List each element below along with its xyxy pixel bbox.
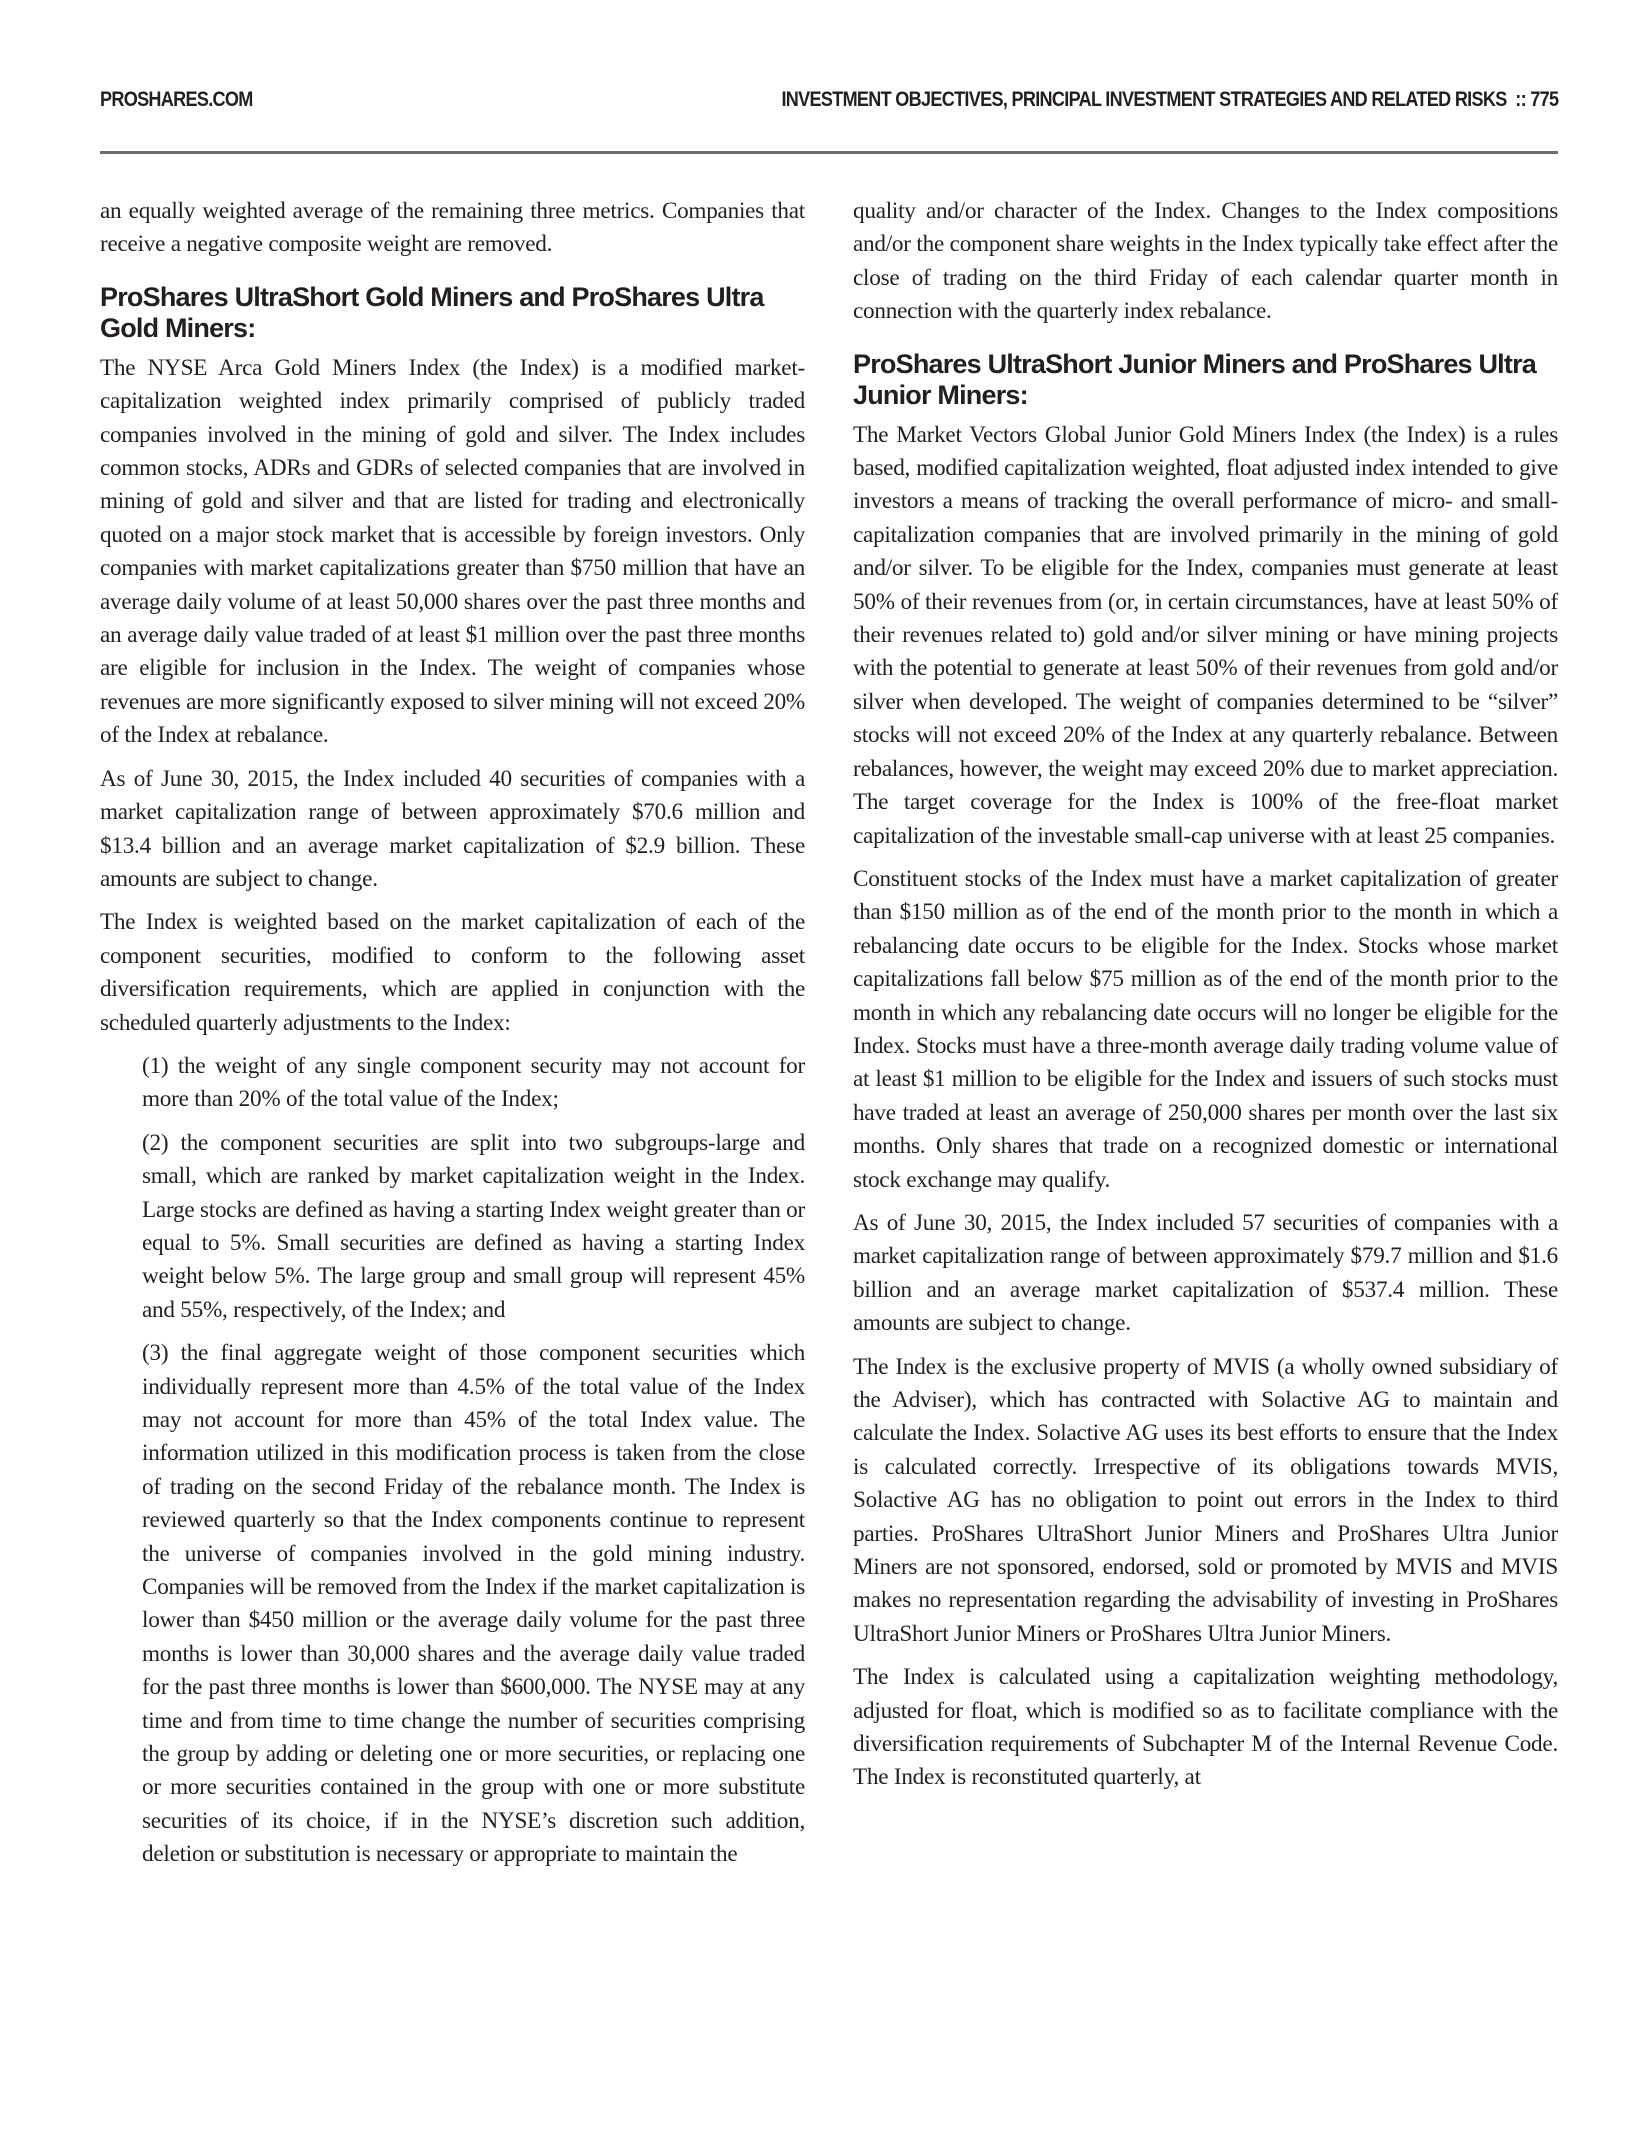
paragraph: As of June 30, 2015, the Index included 57 securities of companies with a market capitalization range of between approximately $79.7 million and $1.6 billion and an average market capitalization of $537.4 million. These amounts are subject to change. xyxy=(853,1209,1558,1337)
left-column xyxy=(100,195,805,1882)
paragraph: The Index is weighted based on the market capitalization of each of the component securities, modified to conform to the following asset diversification requirements, which are applied in conjunction with the scheduled quarterly adjustments to the Index: xyxy=(100,909,805,1036)
separator: :: xyxy=(1514,88,1526,111)
paragraph: The Index is calculated using a capitalization weighting methodology, adjusted for float, which is modified so as to facilitate compliance with the diversification requirements of Subchapter M of the Internal Revenue Code. The Index is reconstituted quarterly, at xyxy=(853,1664,1558,1791)
running-header xyxy=(781,88,1558,112)
paragraph: quality and/or character of the Index. Changes to the Index compositions and/or the component share weights in the Index typically take effect after the close of trading on the third Friday of each calendar quarter month in connection with the quarterly index rebalance. xyxy=(853,198,1558,325)
right-column xyxy=(853,195,1558,1805)
list-item: (1) the weight of any single component security may not account for more than 20% of the total value of the Index; xyxy=(142,1052,805,1113)
paragraph: Constituent stocks of the Index must have a market capitalization of greater than $150 million as of the end of the month prior to the month in which a rebalancing date occurs to be eligible for the Index. Stocks whose market capitalizations fall below $75 million as of the end of the month prior to the month in which any rebalancing date occurs will no longer be eligible for the Index. Stocks must have a three-month average daily trading volume value of at least $1 million to be eligible for the Index and issuers of such stocks must have traded at least an average of 250,000 shares per month over the last six months. Only shares that trade on a recognized domestic or international stock exchange may qualify. xyxy=(853,865,1558,1193)
page-number: 775 xyxy=(1529,88,1558,111)
paragraph: As of June 30, 2015, the Index included 40 securities of companies with a market capitalization range of between approximately $70.6 million and $13.4 billion and an average market capitalization of $2.9 billion. These amounts are subject to change. xyxy=(100,765,805,892)
section-heading: ProShares UltraShort Gold Miners and ProShares Ultra Gold Miners: xyxy=(100,281,764,343)
header-rule xyxy=(100,151,1558,154)
paragraph: The Index is the exclusive property of MVIS (a wholly owned subsidiary of the Adviser), which has contracted with Solactive AG to maintain and calculate the Index. Solactive AG uses its best efforts to ensure that the Index is calculated correctly. Irrespective of its obligations towards MVIS, Solactive AG has no obligation to point out errors in the Index to third parties. ProShares UltraShort Junior Miners and ProShares Ultra Junior Miners are not sponsored, endorsed, sold or promoted by MVIS and MVIS makes no representation regarding the advisability of investing in ProShares UltraShort Junior Miners or ProShares Ultra Junior Miners. xyxy=(853,1353,1558,1647)
site-name: PROSHARES.COM xyxy=(100,88,253,111)
list-item: (2) the component securities are split into two subgroups-large and small, which are ranked by market capitalization weight in the Index. Large stocks are defined as having a starting Index weight greater than or equal to 5%. Small securities are defined as having a starting Index weight below 5%. The large group and small group will represent 45% and 55%, respectively, of the Index; and xyxy=(142,1129,805,1323)
paragraph: The Market Vectors Global Junior Gold Miners Index (the Index) is a rules based, modified capitalization weighted, float adjusted index intended to give investors a means of tracking the overall performance of micro- and small-capitalization companies that are involved primarily in the mining of gold and/or silver. To be eligible for the Index, companies must generate at least 50% of their revenues from (or, in certain circumstances, have at least 50% of their revenues related to) gold and/or silver mining or have mining projects with the potential to generate at least 50% of their revenues from gold and/or silver when developed. The weight of companies determined to be “silver” stocks will not exceed 20% of the Index at any quarterly rebalance. Between rebalances, however, the weight may exceed 20% due to market appreciation. The target coverage for the Index is 100% of the free-float market capitalization of the investable small-cap universe with at least 25 companies. xyxy=(853,421,1558,849)
paragraph: The NYSE Arca Gold Miners Index (the Index) is a modified market-capitalization weighted index primarily comprised of publicly traded companies involved in the mining of gold and silver. The Index includes common stocks, ADRs and GDRs of selected companies that are involved in mining of gold and silver and that are listed for trading and electronically quoted on a major stock market that is accessible by foreign investors. Only companies with market capitalizations greater than $750 million that have an average daily volume of at least 50,000 shares over the past three months and an average daily value traded of at least $1 million over the past three months are eligible for inclusion in the Index. The weight of companies whose revenues are more significantly exposed to silver mining will not exceed 20% of the Index at rebalance. xyxy=(100,354,805,749)
section-heading: ProShares UltraShort Junior Miners and ProShares Ultra Junior Miners: xyxy=(853,348,1536,410)
section-title: INVESTMENT OBJECTIVES, PRINCIPAL INVESTMENT STRATEGIES AND RELATED RISKS xyxy=(781,88,1507,111)
list-item: (3) the final aggregate weight of those component securities which individually represent more than 4.5% of the total value of the Index may not account for more than 45% of the total Index value. The information utilized in this modification process is taken from the close of trading on the second Friday of the rebalance month. The Index is reviewed quarterly so that the Index components continue to represent the universe of companies involved in the gold mining industry. Companies will be removed from the Index if the market capitalization is lower than $450 million or the average daily volume for the past three months is lower than 30,000 shares and the average daily value traded for the past three months is lower than $600,000. The NYSE may at any time and from time to time change the number of securities comprising the group by adding or deleting one or more securities, or replacing one or more securities contained in the group with one or more substitute securities of its choice, if in the NYSE’s discretion such addition, deletion or substitution is necessary or appropriate to maintain the xyxy=(142,1340,805,1868)
paragraph: an equally weighted average of the remaining three metrics. Companies that receive a negative composite weight are removed. xyxy=(100,198,805,258)
